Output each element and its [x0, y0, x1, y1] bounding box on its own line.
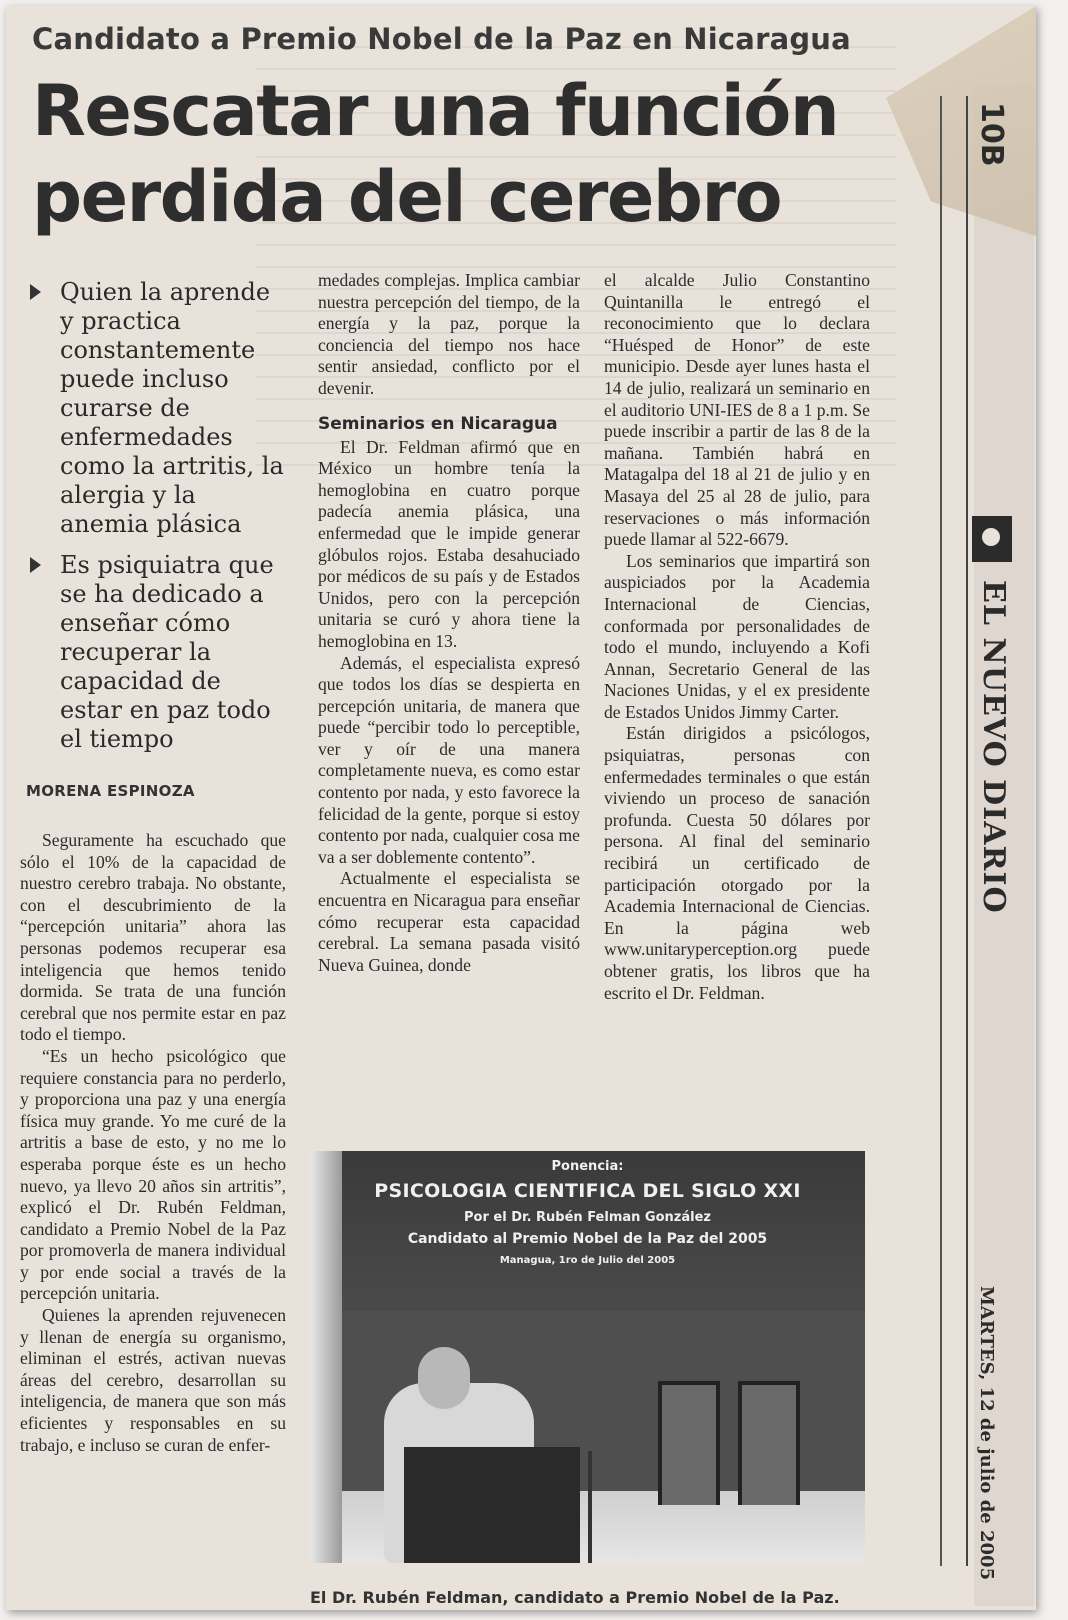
chair: [738, 1381, 800, 1505]
event-banner: [310, 1151, 865, 1311]
microphone-stand: [588, 1451, 592, 1563]
speaker-head: [418, 1347, 470, 1409]
byline: MORENA ESPINOZA: [26, 782, 195, 800]
highlight-text: Es psiquiatra que se ha dedicado a enseñar cómo recuperar la capacidad de estar en paz todo el tiempo: [60, 551, 274, 753]
paragraph: el alcalde Julio Constantino Quintanilla le entregó el reconocimiento que lo declara “Huésped de Honor” de este municipio. Desde ayer lunes hasta el 14 de julio, realizará un seminario en el auditorio UNI-IES de 8 a 1 p.m. Se puede inscribir a partir de las 8 de la mañana. También habrá en Matagalpa del 18 al 21 de julio y en Masaya del 25 al 28 de julio, para reservaciones o más información puede llamar al 522-6679.: [604, 270, 870, 550]
highlight-item: [26, 278, 288, 539]
podium: [404, 1447, 580, 1563]
paragraph: Están dirigidos a psicólogos, psiquiatras, personas con enfermedades terminales o que están viviendo un proceso de sanación profunda. Cuesta 50 dólares por persona. Al final del seminario recibirá un certificado de participación otorgado por la Academia Internacional de Ciencias. En la página web www.unitaryperception.org puede obtener gratis, los libros que ha escrito el Dr. Feldman.: [604, 723, 870, 1003]
newspaper-logo-icon: [972, 516, 1012, 562]
banner-line: Managua, 1ro de Julio del 2005: [499, 1255, 676, 1266]
flag: [310, 1151, 342, 1563]
banner-line: Por el Dr. Rubén Felman González: [464, 1210, 711, 1225]
newspaper-clipping: [6, 6, 1036, 1610]
paragraph: Además, el especialista expresó que todos los días se despierta en percepción unitaria, de manera que puede “percibir todo lo perceptible, ver y oír de una manera completamente nueva, es como estar contento por nada, y esto favorece la felicidad de la gente, porque si estoy contento por nada, cualquier cosa me va a ser doblemente contento”.: [318, 652, 580, 867]
banner-line: Ponencia:: [551, 1159, 624, 1174]
banner-line: Candidato al Premio Nobel de la Paz del 2005: [407, 1231, 768, 1247]
article-kicker: Candidato a Premio Nobel de la Paz en Nicaragua: [32, 22, 851, 56]
article-headline: [32, 68, 932, 240]
paragraph: Los seminarios que impartirá son auspiciados por la Academia Internacional de Ciencias, conformada por personalidades de todo el mundo, incluyendo a Kofi Annan, Secretario General de las Naciones Unidas, y el ex presidente de Estados Unidos Jimmy Carter.: [604, 550, 870, 722]
banner-line: PSICOLOGIA CIENTIFICA DEL SIGLO XXI: [374, 1180, 801, 1202]
sidebar-rule: [966, 96, 968, 1566]
highlights-list: [26, 278, 288, 766]
section-subhead: Seminarios en Nicaragua: [318, 413, 558, 434]
paragraph: “Es un hecho psicológico que requiere constancia para no perderlo, y proporciona una paz y una energía física muy grande. Yo me curé de la artritis a base de esto, y no me lo esperaba porque éste es un hecho nuevo, ya llevo 20 años sin artritis”, explicó el Dr. Rubén Feldman, candidato a Premio Nobel de la Paz por promoverla de manera individual y por ende social a través de la percepción unitaria.: [20, 1045, 286, 1304]
photo-caption: El Dr. Rubén Feldman, candidato a Premio Nobel de la Paz.: [310, 1588, 840, 1607]
headline-line: perdida del cerebro: [32, 156, 782, 238]
paragraph: El Dr. Feldman afirmó que en México un hombre tenía la hemoglobina en cuatro porque padecía anemia plásica, una enfermedad que le impide generar glóbulos rojos. Estaba desahuciado por médicos de su país y de Estados Unidos, pero con la percepción unitaria se curó y ahora tiene la hemoglobina en 13.: [318, 436, 580, 651]
column-3: [604, 270, 870, 1004]
highlight-item: [26, 551, 288, 754]
issue-date: MARTES, 12 de julio de 2005: [976, 1286, 997, 1581]
column-2: [318, 270, 580, 976]
headline-line: Rescatar una función: [32, 70, 839, 152]
arrow-bullet-icon: [30, 557, 41, 573]
masthead: EL NUEVO DIARIO: [976, 580, 1011, 914]
paragraph: Actualmente el especialista se encuentra en Nicaragua para enseñar cómo recuperar esta capacidad cerebral. La semana pasada visitó Nueva Guinea, donde: [318, 868, 580, 975]
article-photo: [310, 1151, 865, 1563]
chair: [658, 1381, 720, 1505]
paragraph: medades complejas. Implica cambiar nuestra percepción del tiempo, de la energía y la paz, porque la conciencia del tiempo nos hace sentir ansiedad, conflicto por el devenir.: [318, 270, 580, 398]
paragraph: Seguramente ha escuchado que sólo el 10% de la capacidad de nuestro cerebro trabaja. No obstante, con el descubrimiento de la “percepción unitaria” ahora las personas podemos recuperar esa inteligencia que hemos tenido dormida. Se trata de una función cerebral que nos permite estar en paz todo el tiempo.: [20, 830, 286, 1045]
page-number: 10B: [974, 102, 1009, 167]
highlight-text: Quien la aprende y practica constantemente puede incluso curarse de enfermedades como la artritis, la alergia y la anemia plásica: [60, 278, 284, 538]
arrow-bullet-icon: [30, 284, 41, 300]
column-1: [20, 830, 286, 1456]
paragraph: Quienes la aprenden rejuvenecen y llenan de energía su organismo, eliminan el estrés, activan nuevas áreas del cerebro, desarrollan su inteligencia, de manera que son más eficientes y responsables en su trabajo, e incluso se curan de enfer-: [20, 1305, 286, 1455]
